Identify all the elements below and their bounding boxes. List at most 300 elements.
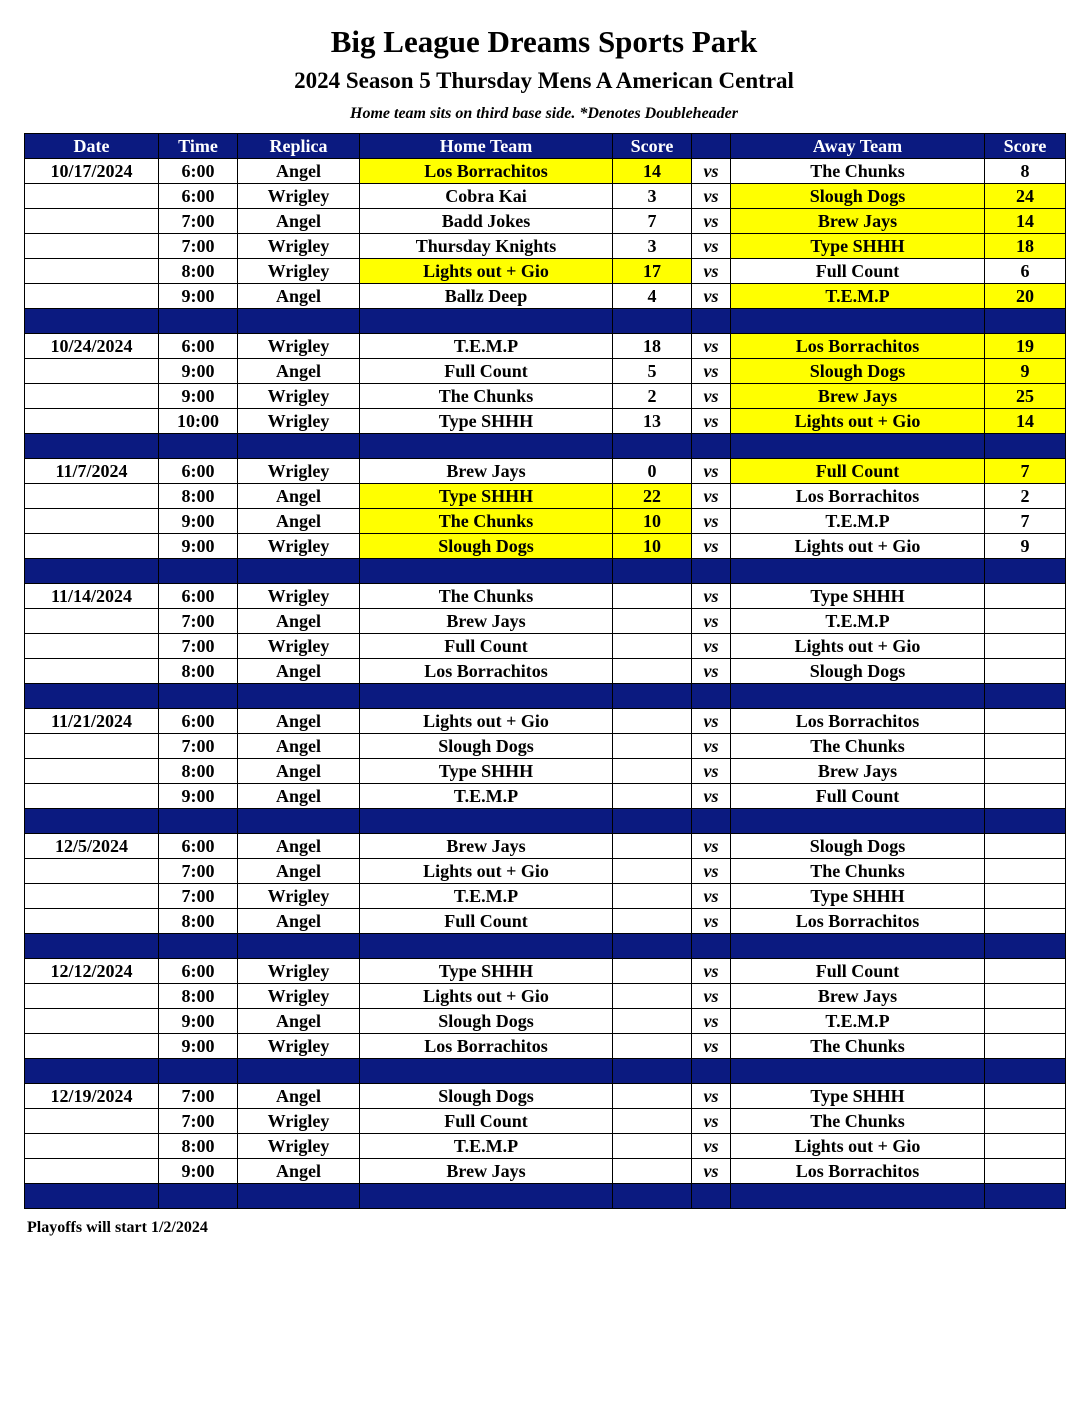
separator-cell bbox=[25, 309, 159, 334]
away-score-cell: 6 bbox=[985, 259, 1066, 284]
separator-cell bbox=[985, 1184, 1066, 1209]
date-cell bbox=[25, 209, 159, 234]
vs-cell: vs bbox=[692, 1159, 731, 1184]
home-team-cell: Lights out + Gio bbox=[360, 259, 613, 284]
separator-cell bbox=[985, 684, 1066, 709]
separator-cell bbox=[985, 559, 1066, 584]
separator-cell bbox=[613, 809, 692, 834]
header-home-team: Home Team bbox=[360, 134, 613, 159]
time-cell: 9:00 bbox=[159, 509, 238, 534]
home-team-cell: Los Borrachitos bbox=[360, 1034, 613, 1059]
replica-cell: Angel bbox=[238, 484, 360, 509]
home-score-cell bbox=[613, 1109, 692, 1134]
separator-cell bbox=[731, 1184, 985, 1209]
separator-cell bbox=[159, 684, 238, 709]
away-team-cell: Los Borrachitos bbox=[731, 709, 985, 734]
separator-cell bbox=[985, 934, 1066, 959]
home-score-cell: 5 bbox=[613, 359, 692, 384]
time-cell: 7:00 bbox=[159, 234, 238, 259]
replica-cell: Wrigley bbox=[238, 259, 360, 284]
replica-cell: Angel bbox=[238, 909, 360, 934]
table-row bbox=[25, 709, 1066, 734]
separator-cell bbox=[360, 809, 613, 834]
home-score-cell bbox=[613, 609, 692, 634]
vs-cell: vs bbox=[692, 859, 731, 884]
time-cell: 6:00 bbox=[159, 184, 238, 209]
separator-cell bbox=[238, 309, 360, 334]
replica-cell: Angel bbox=[238, 159, 360, 184]
table-row bbox=[25, 959, 1066, 984]
date-cell bbox=[25, 859, 159, 884]
home-team-cell: Ballz Deep bbox=[360, 284, 613, 309]
table-row bbox=[25, 359, 1066, 384]
away-team-cell: The Chunks bbox=[731, 734, 985, 759]
time-cell: 9:00 bbox=[159, 1159, 238, 1184]
time-cell: 6:00 bbox=[159, 959, 238, 984]
separator-cell bbox=[731, 309, 985, 334]
separator-cell bbox=[692, 559, 731, 584]
away-team-cell: Brew Jays bbox=[731, 209, 985, 234]
separator-cell bbox=[238, 1059, 360, 1084]
separator-cell bbox=[360, 934, 613, 959]
away-team-cell: The Chunks bbox=[731, 859, 985, 884]
away-score-cell bbox=[985, 1009, 1066, 1034]
home-team-cell: Slough Dogs bbox=[360, 534, 613, 559]
table-row bbox=[25, 534, 1066, 559]
home-team-cell: Type SHHH bbox=[360, 959, 613, 984]
home-score-cell: 13 bbox=[613, 409, 692, 434]
table-row bbox=[25, 284, 1066, 309]
away-score-cell: 18 bbox=[985, 234, 1066, 259]
away-score-cell bbox=[985, 859, 1066, 884]
away-team-cell: Type SHHH bbox=[731, 1084, 985, 1109]
separator-cell bbox=[985, 309, 1066, 334]
date-cell bbox=[25, 634, 159, 659]
separator-cell bbox=[985, 434, 1066, 459]
vs-cell: vs bbox=[692, 359, 731, 384]
time-cell: 8:00 bbox=[159, 259, 238, 284]
week-separator-row bbox=[25, 559, 1066, 584]
home-team-cell: Brew Jays bbox=[360, 834, 613, 859]
time-cell: 9:00 bbox=[159, 284, 238, 309]
away-score-cell bbox=[985, 709, 1066, 734]
date-cell bbox=[25, 234, 159, 259]
page-title: Big League Dreams Sports Park bbox=[330, 24, 758, 59]
replica-cell: Angel bbox=[238, 359, 360, 384]
home-score-cell bbox=[613, 734, 692, 759]
vs-cell: vs bbox=[692, 1134, 731, 1159]
time-cell: 7:00 bbox=[159, 884, 238, 909]
vs-cell: vs bbox=[692, 984, 731, 1009]
away-team-cell: Brew Jays bbox=[731, 759, 985, 784]
separator-cell bbox=[360, 684, 613, 709]
home-score-cell bbox=[613, 984, 692, 1009]
replica-cell: Wrigley bbox=[238, 1034, 360, 1059]
away-team-cell: Slough Dogs bbox=[731, 359, 985, 384]
away-team-cell: Full Count bbox=[731, 259, 985, 284]
table-row bbox=[25, 584, 1066, 609]
away-team-cell: Full Count bbox=[731, 959, 985, 984]
time-cell: 7:00 bbox=[159, 634, 238, 659]
home-score-cell bbox=[613, 784, 692, 809]
vs-cell: vs bbox=[692, 1009, 731, 1034]
separator-cell bbox=[360, 559, 613, 584]
date-cell bbox=[25, 184, 159, 209]
separator-cell bbox=[731, 434, 985, 459]
table-row bbox=[25, 909, 1066, 934]
away-team-cell: Slough Dogs bbox=[731, 659, 985, 684]
date-cell: 12/5/2024 bbox=[25, 834, 159, 859]
away-team-cell: Los Borrachitos bbox=[731, 1159, 985, 1184]
vs-cell: vs bbox=[692, 209, 731, 234]
date-cell bbox=[25, 284, 159, 309]
away-team-cell: T.E.M.P bbox=[731, 284, 985, 309]
vs-cell: vs bbox=[692, 509, 731, 534]
replica-cell: Wrigley bbox=[238, 1109, 360, 1134]
header-row bbox=[25, 134, 1066, 159]
date-cell bbox=[25, 1109, 159, 1134]
separator-cell bbox=[159, 559, 238, 584]
home-score-cell bbox=[613, 659, 692, 684]
separator-cell bbox=[692, 434, 731, 459]
away-score-cell bbox=[985, 634, 1066, 659]
time-cell: 8:00 bbox=[159, 1134, 238, 1159]
separator-cell bbox=[25, 1184, 159, 1209]
footer-note: Playoffs will start 1/2/2024 bbox=[27, 1219, 208, 1236]
away-score-cell: 25 bbox=[985, 384, 1066, 409]
schedule-table bbox=[24, 133, 1066, 1209]
vs-cell: vs bbox=[692, 234, 731, 259]
vs-cell: vs bbox=[692, 784, 731, 809]
date-cell bbox=[25, 884, 159, 909]
replica-cell: Angel bbox=[238, 1159, 360, 1184]
vs-cell: vs bbox=[692, 884, 731, 909]
vs-cell: vs bbox=[692, 634, 731, 659]
time-cell: 6:00 bbox=[159, 834, 238, 859]
separator-cell bbox=[692, 1184, 731, 1209]
replica-cell: Wrigley bbox=[238, 884, 360, 909]
home-score-cell: 4 bbox=[613, 284, 692, 309]
away-team-cell: Brew Jays bbox=[731, 984, 985, 1009]
date-cell: 10/17/2024 bbox=[25, 159, 159, 184]
home-score-cell: 10 bbox=[613, 509, 692, 534]
page-subtitle: 2024 Season 5 Thursday Mens A American Central bbox=[294, 68, 794, 93]
away-score-cell: 7 bbox=[985, 509, 1066, 534]
vs-cell: vs bbox=[692, 384, 731, 409]
home-score-cell bbox=[613, 1134, 692, 1159]
home-team-cell: Full Count bbox=[360, 634, 613, 659]
table-row bbox=[25, 1009, 1066, 1034]
separator-cell bbox=[25, 684, 159, 709]
away-team-cell: Los Borrachitos bbox=[731, 334, 985, 359]
home-team-cell: Type SHHH bbox=[360, 409, 613, 434]
away-score-cell: 9 bbox=[985, 359, 1066, 384]
away-team-cell: The Chunks bbox=[731, 1034, 985, 1059]
home-score-cell bbox=[613, 1084, 692, 1109]
away-team-cell: Los Borrachitos bbox=[731, 484, 985, 509]
home-team-cell: Thursday Knights bbox=[360, 234, 613, 259]
table-row bbox=[25, 859, 1066, 884]
table-row bbox=[25, 984, 1066, 1009]
time-cell: 6:00 bbox=[159, 334, 238, 359]
home-team-cell: Full Count bbox=[360, 359, 613, 384]
table-row bbox=[25, 1159, 1066, 1184]
time-cell: 6:00 bbox=[159, 459, 238, 484]
home-score-cell bbox=[613, 759, 692, 784]
home-team-cell: Los Borrachitos bbox=[360, 659, 613, 684]
separator-cell bbox=[238, 934, 360, 959]
replica-cell: Angel bbox=[238, 509, 360, 534]
vs-cell: vs bbox=[692, 409, 731, 434]
home-score-cell bbox=[613, 1159, 692, 1184]
vs-cell: vs bbox=[692, 709, 731, 734]
home-team-cell: Cobra Kai bbox=[360, 184, 613, 209]
table-row bbox=[25, 1109, 1066, 1134]
away-score-cell bbox=[985, 1159, 1066, 1184]
separator-cell bbox=[238, 684, 360, 709]
date-cell bbox=[25, 784, 159, 809]
away-team-cell: The Chunks bbox=[731, 159, 985, 184]
vs-cell: vs bbox=[692, 459, 731, 484]
table-row bbox=[25, 509, 1066, 534]
table-row bbox=[25, 159, 1066, 184]
replica-cell: Angel bbox=[238, 609, 360, 634]
replica-cell: Angel bbox=[238, 834, 360, 859]
separator-cell bbox=[159, 1059, 238, 1084]
time-cell: 7:00 bbox=[159, 734, 238, 759]
replica-cell: Wrigley bbox=[238, 1134, 360, 1159]
time-cell: 7:00 bbox=[159, 1084, 238, 1109]
replica-cell: Wrigley bbox=[238, 534, 360, 559]
table-row bbox=[25, 384, 1066, 409]
home-team-cell: Brew Jays bbox=[360, 459, 613, 484]
home-team-cell: T.E.M.P bbox=[360, 884, 613, 909]
replica-cell: Angel bbox=[238, 1084, 360, 1109]
separator-cell bbox=[159, 809, 238, 834]
vs-cell: vs bbox=[692, 1109, 731, 1134]
table-row bbox=[25, 409, 1066, 434]
date-cell bbox=[25, 534, 159, 559]
away-score-cell bbox=[985, 734, 1066, 759]
vs-cell: vs bbox=[692, 259, 731, 284]
replica-cell: Wrigley bbox=[238, 634, 360, 659]
vs-cell: vs bbox=[692, 609, 731, 634]
home-team-cell: Type SHHH bbox=[360, 759, 613, 784]
vs-cell: vs bbox=[692, 584, 731, 609]
separator-cell bbox=[731, 934, 985, 959]
date-cell bbox=[25, 1009, 159, 1034]
home-score-cell: 2 bbox=[613, 384, 692, 409]
separator-cell bbox=[25, 809, 159, 834]
away-score-cell bbox=[985, 884, 1066, 909]
date-cell bbox=[25, 509, 159, 534]
away-score-cell bbox=[985, 959, 1066, 984]
vs-cell: vs bbox=[692, 484, 731, 509]
home-score-cell: 3 bbox=[613, 234, 692, 259]
replica-cell: Wrigley bbox=[238, 184, 360, 209]
table-row bbox=[25, 209, 1066, 234]
week-separator-row bbox=[25, 434, 1066, 459]
date-cell bbox=[25, 984, 159, 1009]
away-team-cell: T.E.M.P bbox=[731, 1009, 985, 1034]
vs-cell: vs bbox=[692, 759, 731, 784]
date-cell: 11/14/2024 bbox=[25, 584, 159, 609]
week-separator-row bbox=[25, 309, 1066, 334]
week-separator-row bbox=[25, 1184, 1066, 1209]
away-team-cell: T.E.M.P bbox=[731, 509, 985, 534]
vs-cell: vs bbox=[692, 1084, 731, 1109]
vs-cell: vs bbox=[692, 959, 731, 984]
table-row bbox=[25, 834, 1066, 859]
separator-cell bbox=[159, 309, 238, 334]
home-score-cell: 18 bbox=[613, 334, 692, 359]
table-row bbox=[25, 1134, 1066, 1159]
away-score-cell: 14 bbox=[985, 209, 1066, 234]
away-score-cell bbox=[985, 909, 1066, 934]
home-team-cell: Full Count bbox=[360, 909, 613, 934]
time-cell: 9:00 bbox=[159, 784, 238, 809]
separator-cell bbox=[360, 309, 613, 334]
home-score-cell: 3 bbox=[613, 184, 692, 209]
header-away-team: Away Team bbox=[731, 134, 985, 159]
date-cell bbox=[25, 609, 159, 634]
away-score-cell bbox=[985, 1034, 1066, 1059]
week-separator-row bbox=[25, 809, 1066, 834]
replica-cell: Wrigley bbox=[238, 959, 360, 984]
home-team-cell: Slough Dogs bbox=[360, 734, 613, 759]
home-score-cell bbox=[613, 584, 692, 609]
replica-cell: Wrigley bbox=[238, 584, 360, 609]
header-away-score: Score bbox=[985, 134, 1066, 159]
away-score-cell bbox=[985, 834, 1066, 859]
separator-cell bbox=[159, 434, 238, 459]
away-team-cell: Brew Jays bbox=[731, 384, 985, 409]
home-team-cell: Full Count bbox=[360, 1109, 613, 1134]
vs-cell: vs bbox=[692, 909, 731, 934]
header-replica: Replica bbox=[238, 134, 360, 159]
time-cell: 10:00 bbox=[159, 409, 238, 434]
separator-cell bbox=[360, 1059, 613, 1084]
separator-cell bbox=[692, 934, 731, 959]
separator-cell bbox=[613, 1184, 692, 1209]
table-row bbox=[25, 334, 1066, 359]
table-row bbox=[25, 609, 1066, 634]
replica-cell: Angel bbox=[238, 284, 360, 309]
separator-cell bbox=[159, 934, 238, 959]
separator-cell bbox=[692, 809, 731, 834]
home-team-cell: Slough Dogs bbox=[360, 1009, 613, 1034]
time-cell: 7:00 bbox=[159, 609, 238, 634]
away-team-cell: Lights out + Gio bbox=[731, 409, 985, 434]
schedule-body bbox=[25, 159, 1066, 1209]
home-score-cell bbox=[613, 1009, 692, 1034]
vs-cell: vs bbox=[692, 184, 731, 209]
time-cell: 9:00 bbox=[159, 534, 238, 559]
replica-cell: Wrigley bbox=[238, 234, 360, 259]
separator-cell bbox=[238, 809, 360, 834]
date-cell bbox=[25, 484, 159, 509]
replica-cell: Wrigley bbox=[238, 384, 360, 409]
replica-cell: Angel bbox=[238, 784, 360, 809]
separator-cell bbox=[692, 309, 731, 334]
date-cell bbox=[25, 759, 159, 784]
separator-cell bbox=[25, 934, 159, 959]
away-score-cell bbox=[985, 1084, 1066, 1109]
home-score-cell bbox=[613, 709, 692, 734]
replica-cell: Angel bbox=[238, 209, 360, 234]
separator-cell bbox=[25, 434, 159, 459]
away-team-cell: Slough Dogs bbox=[731, 184, 985, 209]
header-vs bbox=[692, 134, 731, 159]
separator-cell bbox=[25, 1059, 159, 1084]
replica-cell: Angel bbox=[238, 659, 360, 684]
home-team-cell: T.E.M.P bbox=[360, 1134, 613, 1159]
home-score-cell bbox=[613, 909, 692, 934]
replica-cell: Wrigley bbox=[238, 334, 360, 359]
schedule-note: Home team sits on third base side. *Denotes Doubleheader bbox=[350, 105, 738, 122]
away-team-cell: Full Count bbox=[731, 459, 985, 484]
separator-cell bbox=[238, 434, 360, 459]
away-team-cell: Slough Dogs bbox=[731, 834, 985, 859]
away-team-cell: Full Count bbox=[731, 784, 985, 809]
separator-cell bbox=[360, 1184, 613, 1209]
time-cell: 9:00 bbox=[159, 1034, 238, 1059]
time-cell: 8:00 bbox=[159, 759, 238, 784]
date-cell: 12/12/2024 bbox=[25, 959, 159, 984]
date-cell bbox=[25, 1034, 159, 1059]
home-score-cell bbox=[613, 1034, 692, 1059]
vs-cell: vs bbox=[692, 284, 731, 309]
home-team-cell: Type SHHH bbox=[360, 484, 613, 509]
away-team-cell: Lights out + Gio bbox=[731, 634, 985, 659]
away-team-cell: The Chunks bbox=[731, 1109, 985, 1134]
time-cell: 6:00 bbox=[159, 709, 238, 734]
time-cell: 8:00 bbox=[159, 909, 238, 934]
time-cell: 7:00 bbox=[159, 859, 238, 884]
week-separator-row bbox=[25, 684, 1066, 709]
away-score-cell bbox=[985, 1134, 1066, 1159]
separator-cell bbox=[985, 1059, 1066, 1084]
separator-cell bbox=[731, 559, 985, 584]
separator-cell bbox=[238, 1184, 360, 1209]
table-row bbox=[25, 484, 1066, 509]
time-cell: 7:00 bbox=[159, 209, 238, 234]
away-team-cell: Lights out + Gio bbox=[731, 534, 985, 559]
away-score-cell: 19 bbox=[985, 334, 1066, 359]
vs-cell: vs bbox=[692, 734, 731, 759]
date-cell: 10/24/2024 bbox=[25, 334, 159, 359]
home-score-cell bbox=[613, 859, 692, 884]
separator-cell bbox=[360, 434, 613, 459]
replica-cell: Wrigley bbox=[238, 459, 360, 484]
home-team-cell: Lights out + Gio bbox=[360, 984, 613, 1009]
home-score-cell: 7 bbox=[613, 209, 692, 234]
separator-cell bbox=[25, 559, 159, 584]
home-team-cell: The Chunks bbox=[360, 384, 613, 409]
away-score-cell bbox=[985, 1109, 1066, 1134]
table-row bbox=[25, 184, 1066, 209]
date-cell bbox=[25, 384, 159, 409]
date-cell bbox=[25, 734, 159, 759]
home-score-cell: 22 bbox=[613, 484, 692, 509]
home-score-cell: 0 bbox=[613, 459, 692, 484]
away-score-cell: 7 bbox=[985, 459, 1066, 484]
separator-cell bbox=[613, 309, 692, 334]
date-cell bbox=[25, 409, 159, 434]
vs-cell: vs bbox=[692, 159, 731, 184]
away-score-cell: 14 bbox=[985, 409, 1066, 434]
away-score-cell: 2 bbox=[985, 484, 1066, 509]
